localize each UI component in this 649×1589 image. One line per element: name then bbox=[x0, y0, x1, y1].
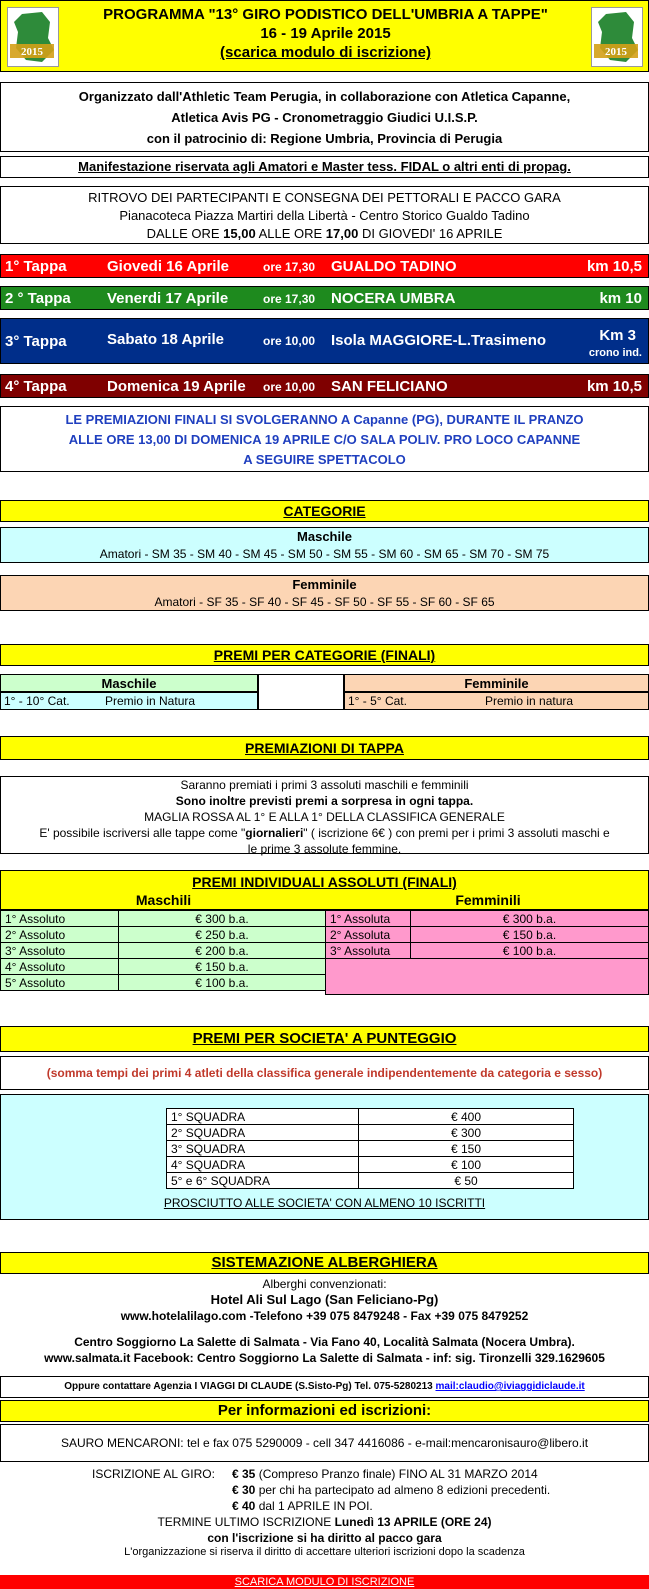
event-dates: 16 - 19 Aprile 2015 bbox=[260, 25, 391, 42]
final-awards-line-1: LE PREMIAZIONI FINALI SI SVOLGERANNO A Capanne (PG), DURANTE IL PRANZO bbox=[65, 412, 584, 427]
stage-prizes-line-5: le prime 3 assolute femmine. bbox=[247, 842, 402, 856]
organizer-block bbox=[0, 82, 649, 152]
page-title: PROGRAMMA "13° GIRO PODISTICO DELL'UMBRIA A TAPPE" bbox=[103, 6, 548, 23]
final-awards-block bbox=[0, 406, 649, 472]
info-contact: SAURO MENCARONI: tel e fax 075 5290009 - cell 347 4416086 - e-mail:mencaronisauro@libero.it bbox=[0, 1424, 649, 1462]
categories-female-title: Femminile bbox=[292, 577, 357, 592]
cat-prizes-male bbox=[0, 674, 258, 710]
teams-header: PREMI PER SOCIETA' A PUNTEGGIO bbox=[0, 1026, 649, 1052]
organizer-line-2: Atletica Avis PG - Cronometraggio Giudici U.I.S.P. bbox=[171, 110, 478, 125]
header bbox=[0, 0, 649, 72]
table-row: 2° Assoluto € 250 b.a. bbox=[1, 927, 326, 943]
cat-prizes-spacer bbox=[258, 674, 344, 710]
reserved-note: Manifestazione riservata agli Amatori e Master tess. FIDAL o altri enti di propag. bbox=[0, 156, 649, 178]
stage-prizes-line-1: Saranno premiati i primi 3 assoluti maschili e femminili bbox=[180, 778, 469, 792]
stage-4-time: ore 10,00 bbox=[263, 380, 316, 394]
table-row: 3° Assoluta € 100 b.a. bbox=[326, 943, 649, 959]
table-row: 3° Assoluto € 200 b.a. bbox=[1, 943, 326, 959]
download-button[interactable] bbox=[0, 1575, 649, 1589]
teams-ham-note: PROSCIUTTO ALLE SOCIETA' CON ALMENO 10 ISCRITTI bbox=[163, 1196, 486, 1210]
cat-prizes-header: PREMI PER CATEGORIE (FINALI) bbox=[0, 644, 649, 666]
categories-male-list: Amatori - SM 35 - SM 40 - SM 45 - SM 50 - SM 55 - SM 60 - SM 65 - SM 70 - SM 75 bbox=[99, 547, 550, 561]
stage-prizes-block bbox=[0, 776, 649, 854]
stage-4-row bbox=[0, 374, 649, 398]
table-row: 5° Assoluto € 100 b.a. bbox=[1, 975, 326, 991]
stage-4-name: 4° Tappa bbox=[5, 378, 67, 395]
stage-1-place: GUALDO TADINO bbox=[331, 258, 457, 275]
registration-reserve: L'organizzazione si riserva il diritto di accettare ulteriori iscrizioni dopo la scadenza bbox=[124, 1546, 525, 1558]
stage-1-km: km 10,5 bbox=[586, 258, 642, 275]
stage-3-row bbox=[0, 318, 649, 364]
registration-deadline: TERMINE ULTIMO ISCRIZIONE Lunedì 13 APRILE (ORE 24) bbox=[157, 1515, 492, 1529]
individual-male-title: Maschili bbox=[135, 892, 192, 908]
hotel-header: SISTEMAZIONE ALBERGHIERA bbox=[0, 1252, 649, 1274]
categories-male bbox=[0, 527, 649, 563]
stage-2-row bbox=[0, 286, 649, 310]
registration-fee-1: ISCRIZIONE AL GIRO: € 35 (Compreso Pranzo finale) FINO AL 31 MARZO 2014 bbox=[92, 1467, 538, 1481]
stage-3-km: Km 3 bbox=[599, 327, 636, 344]
download-link-top[interactable]: (scarica modulo di iscrizione) bbox=[220, 44, 431, 61]
hotel-line-5: www.salmata.it Facebook: Centro Soggiorno La Salette di Salmata - inf: sig. Tironzelli 329.1629605 bbox=[44, 1351, 605, 1365]
hotel-line-1: Alberghi convenzionati: bbox=[262, 1277, 387, 1291]
categories-female-list: Amatori - SF 35 - SF 40 - SF 45 - SF 50 - SF 55 - SF 60 - SF 65 bbox=[154, 595, 495, 609]
table-row: 1° SQUADRA € 400 bbox=[167, 1109, 574, 1125]
categories-female bbox=[0, 575, 649, 611]
cat-prizes-male-row: 1° - 10° Cat. Premio in Natura bbox=[0, 692, 258, 710]
stage-3-name: 3° Tappa bbox=[5, 333, 67, 350]
right-logo bbox=[591, 7, 643, 67]
registration-fee-2: € 30 per chi ha partecipato ad almeno 8 edizioni precedenti. bbox=[232, 1483, 551, 1497]
meeting-line-3: DALLE ORE 15,00 ALLE ORE 17,00 DI GIOVEDI' 16 APRILE bbox=[146, 226, 503, 241]
teams-table bbox=[166, 1108, 574, 1189]
cat-prizes-male-title: Maschile bbox=[0, 674, 258, 692]
meeting-line-1: RITROVO DEI PARTECIPANTI E CONSEGNA DEI PETTORALI E PACCO GARA bbox=[88, 190, 561, 205]
stage-2-name: 2 ° Tappa bbox=[5, 290, 71, 307]
left-logo bbox=[7, 7, 59, 67]
stage-prizes-line-4: E' possibile iscriversi alle tappe come "giornalieri" ( iscrizione 6€ ) con premi per i primi 3 assoluti maschi e bbox=[39, 826, 610, 840]
download-button-label: SCARICA MODULO DI ISCRIZIONE bbox=[234, 1576, 415, 1588]
individual-female-title: Femminili bbox=[455, 892, 521, 908]
cat-prizes-female bbox=[344, 674, 649, 710]
stage-1-day: Giovedi 16 Aprile bbox=[107, 258, 229, 275]
individual-title: PREMI INDIVIDUALI ASSOLUTI (FINALI) bbox=[192, 874, 457, 890]
organizer-line-3: con il patrocinio di: Regione Umbria, Provincia di Perugia bbox=[146, 131, 503, 146]
svg-text:2015: 2015 bbox=[21, 46, 43, 58]
stage-3-time: ore 10,00 bbox=[263, 334, 316, 348]
organizer-line-1: Organizzato dall'Athletic Team Perugia, in collaborazione con Atletica Capanne, bbox=[78, 89, 571, 104]
hotel-agency: Oppure contattare Agenzia I VIAGGI DI CLAUDE (S.Sisto-Pg) Tel. 075-5280213 mail:claudio@iviaggidiclaude.it bbox=[0, 1376, 649, 1398]
table-row: 3° SQUADRA € 150 bbox=[167, 1141, 574, 1157]
table-row: 4° SQUADRA € 100 bbox=[167, 1157, 574, 1173]
stage-4-day: Domenica 19 Aprile bbox=[107, 378, 246, 395]
registration-fee-3: € 40 dal 1 APRILE IN POI. bbox=[232, 1499, 373, 1513]
final-awards-line-3: A SEGUIRE SPETTACOLO bbox=[243, 452, 406, 467]
table-row: 2° SQUADRA € 300 bbox=[167, 1125, 574, 1141]
table-row: 1° Assoluta € 300 b.a. bbox=[326, 911, 649, 927]
individual-male-table bbox=[0, 910, 326, 991]
stage-2-place: NOCERA UMBRA bbox=[331, 290, 456, 307]
stage-4-place: SAN FELICIANO bbox=[331, 378, 448, 395]
hotel-line-2: Hotel Ali Sul Lago (San Feliciano-Pg) bbox=[210, 1292, 439, 1307]
categories-male-title: Maschile bbox=[297, 529, 352, 544]
teams-note: (somma tempi dei primi 4 atleti della classifica generale indipendentemente da categoria e sesso) bbox=[0, 1056, 649, 1090]
table-row: 4° Assoluto € 150 b.a. bbox=[1, 959, 326, 975]
registration-block bbox=[0, 1466, 649, 1576]
final-awards-line-2: ALLE ORE 13,00 DI DOMENICA 19 APRILE C/O SALA POLIV. PRO LOCO CAPANNE bbox=[68, 432, 581, 447]
hotel-block bbox=[0, 1276, 649, 1388]
hotel-line-4: Centro Soggiorno La Salette di Salmata - Via Fano 40, Località Salmata (Nocera Umbra). bbox=[74, 1335, 575, 1349]
agency-mail-link[interactable]: mail:claudio@iviaggidiclaude.it bbox=[435, 1381, 585, 1392]
registration-pack: con l'iscrizione si ha diritto al pacco gara bbox=[207, 1531, 442, 1545]
cat-prizes-female-row: 1° - 5° Cat. Premio in natura bbox=[344, 692, 649, 710]
categories-header: CATEGORIE bbox=[0, 500, 649, 522]
stage-2-day: Venerdi 17 Aprile bbox=[107, 290, 229, 307]
info-header: Per informazioni ed iscrizioni: bbox=[0, 1400, 649, 1422]
stage-2-km: km 10 bbox=[599, 290, 642, 307]
stage-1-time: ore 17,30 bbox=[263, 260, 316, 274]
stage-2-time: ore 17,30 bbox=[263, 292, 316, 306]
stage-1-row bbox=[0, 254, 649, 278]
stage-3-place: Isola MAGGIORE-L.Trasimeno bbox=[331, 332, 547, 349]
stage-3-extra: crono ind. bbox=[588, 347, 642, 359]
stage-4-km: km 10,5 bbox=[586, 378, 642, 395]
table-row: 5° e 6° SQUADRA € 50 bbox=[167, 1173, 574, 1189]
stage-prizes-line-2: Sono inoltre previsti premi a sorpresa in ogni tappa. bbox=[175, 794, 474, 808]
stage-1-name: 1° Tappa bbox=[5, 258, 67, 275]
meeting-block bbox=[0, 186, 649, 244]
hotel-line-3: www.hotelalilago.com -Telefono +39 075 8479248 - Fax +39 075 8479252 bbox=[120, 1309, 529, 1323]
stage-prizes-header: PREMIAZIONI DI TAPPA bbox=[0, 736, 649, 760]
table-row: 2° Assoluta € 150 b.a. bbox=[326, 927, 649, 943]
meeting-line-2: Pianacoteca Piazza Martiri della Libertà - Centro Storico Gualdo Tadino bbox=[119, 208, 530, 223]
svg-text:2015: 2015 bbox=[605, 46, 627, 58]
table-row: 1° Assoluto € 300 b.a. bbox=[1, 911, 326, 927]
stage-3-day: Sabato 18 Aprile bbox=[107, 331, 224, 348]
individual-female-table bbox=[325, 910, 649, 959]
individual-header bbox=[0, 870, 649, 910]
stage-prizes-line-3: MAGLIA ROSSA AL 1° E ALLA 1° DELLA CLASSIFICA GENERALE bbox=[144, 810, 505, 824]
cat-prizes-female-title: Femminile bbox=[344, 674, 649, 692]
